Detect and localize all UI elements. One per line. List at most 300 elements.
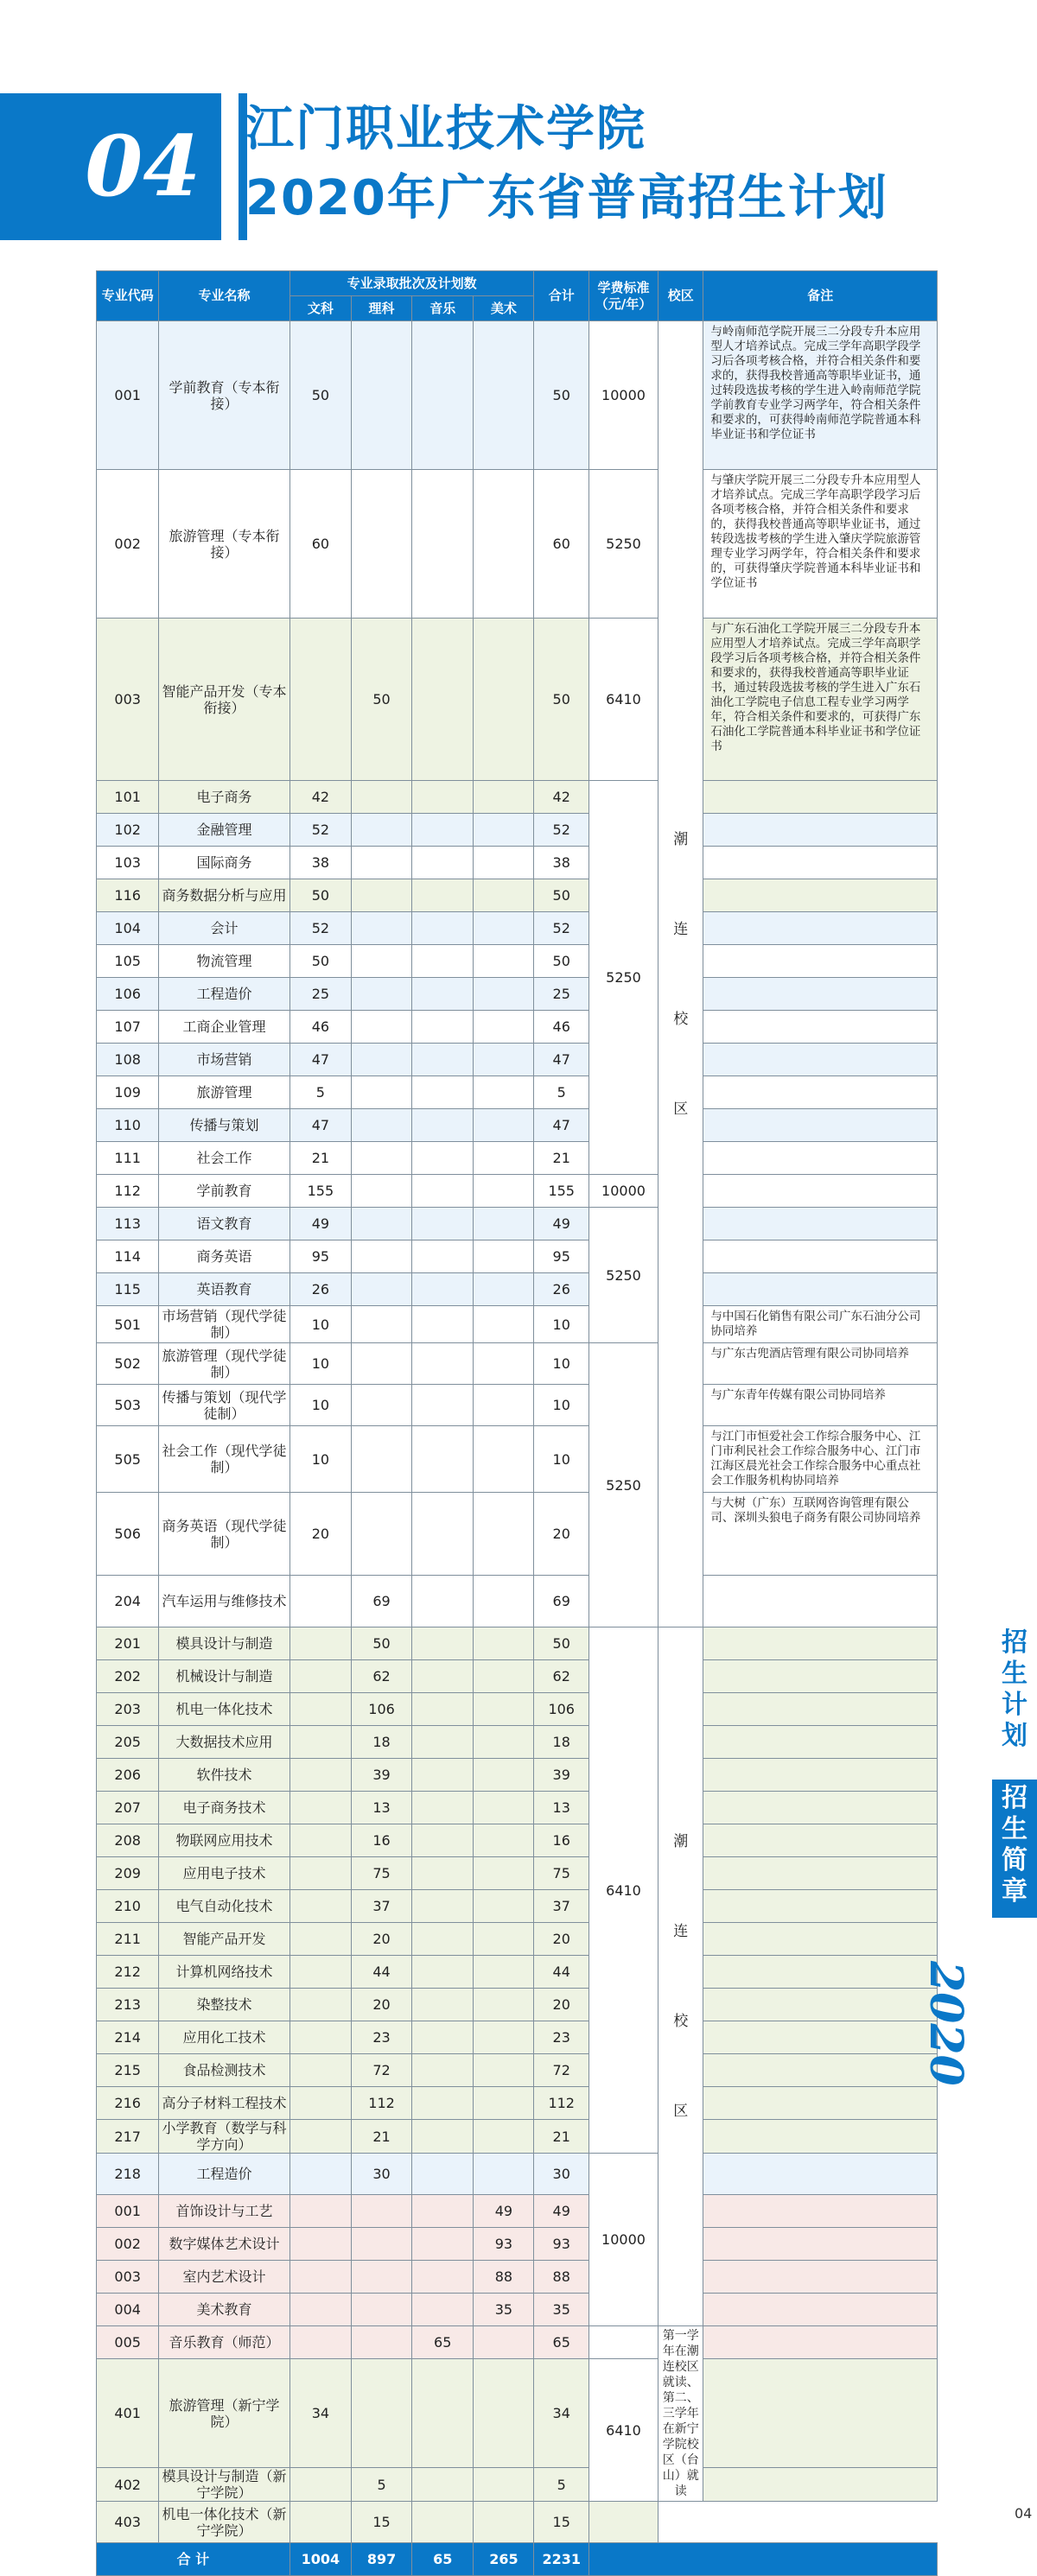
major-code: 208 (97, 1824, 159, 1857)
major-code: 101 (97, 781, 159, 814)
quota-like: 30 (351, 2154, 411, 2195)
major-code: 201 (97, 1627, 159, 1660)
quota-wenke (289, 619, 351, 781)
tuition-fee: 5250 (588, 470, 658, 619)
header-yinyue: 音乐 (412, 296, 474, 321)
quota-total: 5 (534, 2468, 588, 2502)
quota-wenke: 50 (289, 321, 351, 470)
major-name: 电气自动化技术 (159, 1890, 289, 1923)
quota-wenke (289, 1726, 351, 1759)
major-name: 电子商务 (159, 781, 289, 814)
quota-total: 5 (534, 1076, 588, 1109)
quota-like (351, 1076, 411, 1109)
remark (703, 2154, 938, 2195)
quota-total: 38 (534, 847, 588, 879)
remark (703, 1857, 938, 1890)
quota-wenke (289, 2468, 351, 2502)
quota-total: 21 (534, 1142, 588, 1175)
major-name: 数字媒体艺术设计 (159, 2228, 289, 2261)
major-code: 215 (97, 2054, 159, 2087)
major-name: 语文教育 (159, 1208, 289, 1240)
table-row (97, 847, 938, 879)
quota-wenke: 47 (289, 1109, 351, 1142)
quota-wenke (289, 1989, 351, 2021)
quota-meishu (474, 1011, 534, 1044)
major-code: 204 (97, 1576, 159, 1627)
major-name: 机电一体化技术 (159, 1693, 289, 1726)
quota-like: 37 (351, 1890, 411, 1923)
quota-like (351, 2261, 411, 2294)
quota-yinyue (412, 1726, 474, 1759)
quota-meishu (474, 978, 534, 1011)
total-wenke: 1004 (289, 2543, 351, 2576)
quota-total: 47 (534, 1109, 588, 1142)
section-number: 04 (85, 117, 200, 215)
quota-wenke: 46 (289, 1011, 351, 1044)
quota-like (351, 912, 411, 945)
quota-like: 44 (351, 1956, 411, 1989)
quota-yinyue (412, 1857, 474, 1890)
major-code: 113 (97, 1208, 159, 1240)
quota-wenke: 47 (289, 1044, 351, 1076)
major-code: 214 (97, 2021, 159, 2054)
table-row (97, 879, 938, 912)
remark (703, 2468, 938, 2502)
major-code: 216 (97, 2087, 159, 2120)
quota-yinyue (412, 1989, 474, 2021)
quota-meishu (474, 879, 534, 912)
quota-wenke: 10 (289, 1306, 351, 1343)
major-code: 505 (97, 1426, 159, 1493)
quota-like (351, 814, 411, 847)
quota-like: 112 (351, 2087, 411, 2120)
table-row (97, 1273, 938, 1306)
table-row (97, 1343, 938, 1385)
major-name: 模具设计与制造（新宁学院） (159, 2468, 289, 2502)
quota-like (351, 1044, 411, 1076)
quota-like (351, 321, 411, 470)
quota-meishu (474, 1426, 534, 1493)
quota-meishu (474, 1044, 534, 1076)
quota-meishu (474, 1824, 534, 1857)
major-name: 工程造价 (159, 978, 289, 1011)
quota-like (351, 1343, 411, 1385)
quota-total: 62 (534, 1660, 588, 1693)
major-code: 115 (97, 1273, 159, 1306)
major-code: 401 (97, 2359, 159, 2468)
quota-meishu (474, 847, 534, 879)
quota-wenke (289, 2054, 351, 2087)
quota-wenke (289, 1693, 351, 1726)
quota-total: 39 (534, 1759, 588, 1792)
quota-yinyue (412, 1385, 474, 1426)
quota-like: 20 (351, 1923, 411, 1956)
quota-like (351, 1175, 411, 1208)
remark (703, 814, 938, 847)
quota-yinyue (412, 2294, 474, 2326)
quota-yinyue (412, 912, 474, 945)
quota-wenke: 50 (289, 945, 351, 978)
quota-meishu (474, 1693, 534, 1726)
major-code: 501 (97, 1306, 159, 1343)
side-year: 2020 (919, 1961, 972, 2086)
quota-total: 13 (534, 1792, 588, 1824)
quota-total: 65 (534, 2326, 588, 2359)
major-name: 国际商务 (159, 847, 289, 879)
quota-like: 69 (351, 1576, 411, 1627)
tuition-fee: 6410 (588, 619, 658, 781)
quota-total: 75 (534, 1857, 588, 1890)
quota-meishu (474, 2326, 534, 2359)
quota-yinyue (412, 1660, 474, 1693)
section-number-block (0, 93, 221, 240)
quota-total: 52 (534, 912, 588, 945)
table-row (97, 1076, 938, 1109)
quota-like (351, 1109, 411, 1142)
major-name: 模具设计与制造 (159, 1627, 289, 1660)
quota-wenke: 155 (289, 1175, 351, 1208)
quota-yinyue (412, 1426, 474, 1493)
remark (703, 1208, 938, 1240)
quota-total: 10 (534, 1385, 588, 1426)
quota-meishu (474, 2021, 534, 2054)
quota-like (351, 470, 411, 619)
quota-total: 50 (534, 879, 588, 912)
major-name: 智能产品开发（专本衔接） (159, 619, 289, 781)
quota-like: 16 (351, 1824, 411, 1857)
quota-yinyue (412, 1890, 474, 1923)
quota-like: 23 (351, 2021, 411, 2054)
major-code: 104 (97, 912, 159, 945)
quota-wenke (289, 1890, 351, 1923)
table-row (97, 321, 938, 470)
remark (703, 1726, 938, 1759)
quota-meishu (474, 1890, 534, 1923)
quota-total: 26 (534, 1273, 588, 1306)
quota-total: 15 (534, 2502, 588, 2543)
major-name: 金融管理 (159, 814, 289, 847)
quota-total: 42 (534, 781, 588, 814)
quota-meishu (474, 1385, 534, 1426)
tuition-fee: 6410 (588, 1627, 658, 2154)
tuition-fee (588, 2326, 658, 2359)
quota-yinyue: 65 (412, 2326, 474, 2359)
table-row (97, 814, 938, 847)
tuition-fee: 5250 (588, 1343, 658, 1627)
major-code: 502 (97, 1343, 159, 1385)
remark (703, 1890, 938, 1923)
table-row (97, 2261, 938, 2294)
quota-yinyue (412, 1576, 474, 1627)
quota-yinyue (412, 1208, 474, 1240)
quota-wenke: 52 (289, 814, 351, 847)
quota-meishu (474, 2359, 534, 2468)
quota-meishu (474, 2120, 534, 2154)
quota-like: 5 (351, 2468, 411, 2502)
major-code: 403 (97, 2502, 159, 2543)
quota-yinyue (412, 814, 474, 847)
quota-wenke (289, 1956, 351, 1989)
remark: 与广东石油化工学院开展三二分段专升本应用型人才培养试点。完成三学年高职学段学习后各项考核合格，并符合相关条件和要求的，获得我校普通高等职毕业证书，通过转段选拔考核的学生进入广东石油化工学院电子信息工程专业学习两学年，符合相关条件和要求的，可获得广东石油化工学院普通本科毕业证书和学位证书 (703, 619, 938, 781)
remark (703, 879, 938, 912)
quota-wenke (289, 2154, 351, 2195)
quota-yinyue (412, 1175, 474, 1208)
quota-total: 23 (534, 2021, 588, 2054)
major-code: 105 (97, 945, 159, 978)
remark (703, 2294, 938, 2326)
quota-yinyue (412, 1493, 474, 1576)
table-row (97, 2087, 938, 2120)
table-row (97, 1109, 938, 1142)
header-campus: 校区 (658, 271, 703, 321)
total-meishu: 265 (474, 2543, 534, 2576)
major-name: 旅游管理（新宁学院） (159, 2359, 289, 2468)
quota-total: 37 (534, 1890, 588, 1923)
quota-meishu (474, 1726, 534, 1759)
quota-like: 15 (351, 2502, 411, 2543)
major-name: 商务英语（现代学徒制） (159, 1493, 289, 1576)
table-row (97, 2228, 938, 2261)
quota-total: 20 (534, 1989, 588, 2021)
quota-total: 44 (534, 1956, 588, 1989)
quota-meishu (474, 1792, 534, 1824)
major-name: 学前教育 (159, 1175, 289, 1208)
quota-meishu (474, 781, 534, 814)
quota-yinyue (412, 1011, 474, 1044)
quota-like: 75 (351, 1857, 411, 1890)
quota-like: 106 (351, 1693, 411, 1726)
header-code: 专业代码 (97, 271, 159, 321)
table-row (97, 1956, 938, 1989)
quota-meishu (474, 321, 534, 470)
quota-wenke (289, 2294, 351, 2326)
major-name: 传播与策划（现代学徒制） (159, 1385, 289, 1426)
quota-wenke (289, 2120, 351, 2154)
side-tab-brochure: 招生简章 (992, 1780, 1037, 1918)
table-row (97, 2120, 938, 2154)
table-row (97, 1306, 938, 1343)
major-code: 506 (97, 1493, 159, 1576)
major-code: 202 (97, 1660, 159, 1693)
quota-yinyue (412, 321, 474, 470)
table-row (97, 1627, 938, 1660)
quota-like (351, 1493, 411, 1576)
major-name: 机械设计与制造 (159, 1660, 289, 1693)
quota-yinyue (412, 619, 474, 781)
quota-total: 72 (534, 2054, 588, 2087)
table-row (97, 1576, 938, 1627)
remark (703, 1792, 938, 1824)
major-code: 503 (97, 1385, 159, 1426)
quota-total: 50 (534, 619, 588, 781)
quota-wenke: 10 (289, 1385, 351, 1426)
quota-yinyue (412, 470, 474, 619)
quota-yinyue (412, 1693, 474, 1726)
remark (703, 1076, 938, 1109)
quota-like (351, 945, 411, 978)
remark (703, 781, 938, 814)
quota-wenke: 95 (289, 1240, 351, 1273)
major-code: 217 (97, 2120, 159, 2154)
quota-total: 52 (534, 814, 588, 847)
header-wenke: 文科 (289, 296, 351, 321)
major-name: 软件技术 (159, 1759, 289, 1792)
quota-total: 16 (534, 1824, 588, 1857)
quota-wenke (289, 1792, 351, 1824)
quota-like: 18 (351, 1726, 411, 1759)
quota-yinyue (412, 2120, 474, 2154)
quota-yinyue (412, 978, 474, 1011)
remark (703, 1109, 938, 1142)
quota-meishu (474, 1627, 534, 1660)
major-code: 102 (97, 814, 159, 847)
remark (703, 1240, 938, 1273)
quota-like: 39 (351, 1759, 411, 1792)
major-code: 203 (97, 1693, 159, 1726)
major-name: 应用电子技术 (159, 1857, 289, 1890)
quota-wenke (289, 2087, 351, 2120)
quota-total: 20 (534, 1923, 588, 1956)
quota-like (351, 978, 411, 1011)
quota-wenke (289, 2502, 351, 2543)
quota-meishu (474, 814, 534, 847)
major-code: 212 (97, 1956, 159, 1989)
title-line-1: 江门职业技术学院 (245, 101, 646, 157)
table-row (97, 470, 938, 619)
quota-like (351, 1385, 411, 1426)
quota-total: 93 (534, 2228, 588, 2261)
table-row (97, 1759, 938, 1792)
quota-meishu (474, 1493, 534, 1576)
table-row (97, 1011, 938, 1044)
quota-wenke: 50 (289, 879, 351, 912)
table-row (97, 1240, 938, 1273)
header-total: 合计 (534, 271, 588, 321)
quota-wenke (289, 1576, 351, 1627)
remark: 与中国石化销售有限公司广东石油分公司协同培养 (703, 1306, 938, 1343)
remark (703, 2359, 938, 2468)
header-note: 备注 (703, 271, 938, 321)
table-row (97, 1208, 938, 1240)
total-like: 897 (351, 2543, 411, 2576)
major-code: 114 (97, 1240, 159, 1273)
quota-wenke (289, 1923, 351, 1956)
table-row (97, 1693, 938, 1726)
quota-meishu (474, 912, 534, 945)
table-row (97, 1890, 938, 1923)
table-row (97, 619, 938, 781)
major-code: 003 (97, 2261, 159, 2294)
remark (703, 1576, 938, 1627)
quota-like (351, 1208, 411, 1240)
remark (703, 2326, 938, 2359)
major-code: 002 (97, 470, 159, 619)
header-name: 专业名称 (159, 271, 289, 321)
major-code: 110 (97, 1109, 159, 1142)
total-row (97, 2543, 938, 2576)
campus-name: 潮 连 校 区 (658, 1627, 703, 2326)
quota-total: 50 (534, 945, 588, 978)
remark (703, 978, 938, 1011)
remark (703, 2120, 938, 2154)
quota-like: 62 (351, 1660, 411, 1693)
major-name: 智能产品开发 (159, 1923, 289, 1956)
table-row (97, 1175, 938, 1208)
quota-total: 50 (534, 321, 588, 470)
quota-yinyue (412, 1142, 474, 1175)
remark (703, 912, 938, 945)
major-name: 美术教育 (159, 2294, 289, 2326)
quota-total: 95 (534, 1240, 588, 1273)
quota-yinyue (412, 2468, 474, 2502)
quota-wenke: 60 (289, 470, 351, 619)
quota-total: 18 (534, 1726, 588, 1759)
major-code: 111 (97, 1142, 159, 1175)
table-row (97, 2502, 938, 2543)
quota-meishu (474, 2054, 534, 2087)
quota-wenke (289, 2195, 351, 2228)
table-row (97, 2326, 938, 2359)
quota-total: 112 (534, 2087, 588, 2120)
major-code: 205 (97, 1726, 159, 1759)
quota-yinyue (412, 1076, 474, 1109)
quota-yinyue (412, 1044, 474, 1076)
quota-total: 46 (534, 1011, 588, 1044)
quota-total: 155 (534, 1175, 588, 1208)
quota-like: 20 (351, 1989, 411, 2021)
quota-total: 10 (534, 1343, 588, 1385)
major-name: 室内艺术设计 (159, 2261, 289, 2294)
quota-wenke: 38 (289, 847, 351, 879)
table-row (97, 781, 938, 814)
quota-total: 88 (534, 2261, 588, 2294)
major-name: 物流管理 (159, 945, 289, 978)
campus-name: 潮 连 校 区 (658, 321, 703, 1627)
major-code: 109 (97, 1076, 159, 1109)
remark (703, 2021, 938, 2054)
major-name: 商务英语 (159, 1240, 289, 1273)
remark (703, 1142, 938, 1175)
quota-total: 69 (534, 1576, 588, 1627)
remark: 与广东古兜酒店管理有限公司协同培养 (703, 1343, 938, 1385)
major-name: 市场营销 (159, 1044, 289, 1076)
quota-total: 50 (534, 1627, 588, 1660)
quota-yinyue (412, 2228, 474, 2261)
major-code: 218 (97, 2154, 159, 2195)
quota-meishu: 35 (474, 2294, 534, 2326)
table-row (97, 2294, 938, 2326)
major-code: 002 (97, 2228, 159, 2261)
table-row (97, 1493, 938, 1576)
major-name: 学前教育（专本衔接） (159, 321, 289, 470)
major-code: 206 (97, 1759, 159, 1792)
quota-yinyue (412, 1792, 474, 1824)
quota-like (351, 2359, 411, 2468)
quota-yinyue (412, 1240, 474, 1273)
title-line-2: 2020年广东省普高招生计划 (245, 170, 888, 226)
quota-meishu (474, 1306, 534, 1343)
remark (703, 847, 938, 879)
page-title (245, 95, 888, 233)
table-row (97, 945, 938, 978)
table-row (97, 1726, 938, 1759)
total-label: 合 计 (97, 2543, 290, 2576)
side-tab-plan: 招生计划 (1002, 1627, 1027, 1751)
total-yinyue: 65 (412, 2543, 474, 2576)
quota-meishu (474, 2087, 534, 2120)
quota-total: 30 (534, 2154, 588, 2195)
header-meishu: 美术 (474, 296, 534, 321)
